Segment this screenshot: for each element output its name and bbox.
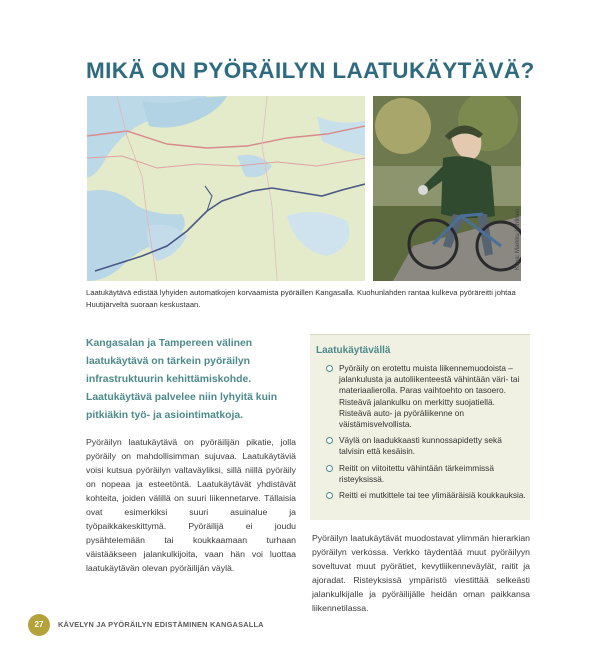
bullet-icon — [326, 365, 333, 372]
body-text-right: Pyöräilyn laatukäytävät muodostavat ylimmän hierarkian pyöräilyn verkossa. Verkko täydentää muut pyöräilyyn soveltuvat muut pyörätiet, kevytliikenneväylät, raitit ja ajoradat. Risteyksissä ympäristö viestittää selkeästi jalankulkijalle ja pyöräilijälle heidän oman paikkansa liikennetilassa. — [312, 533, 530, 613]
page-footer — [28, 614, 328, 636]
cyclist-graphic — [373, 96, 521, 281]
bullet-icon — [326, 437, 333, 444]
bullet-icon — [326, 465, 333, 472]
body-text-left: Pyöräilyn laatukäytävä on pyöräilijän pikatie, jolla pyöräily on mahdollisimman sujuvaa. Laatukäytäviä voisi kutsua pyöräilyn valtaväyliksi, sillä niillä pyöräily on nopeaa ja esteetöntä. Laatukäytävät yhdistävät kohteita, joiden välillä on suuri liikennetarve. Tällaisia ovat esimerkiksi suuri asuinalue ja työpaikkakeskittymä. Pyöräilijä ei joudu pysähtelemään tai koukkaamaan turhaan väistääkseen jalankulkijoita, vaan hän voi luottaa laatukäytävän olevan pyöräilijän väylä. — [86, 437, 296, 573]
photo-credit: Kuva: Markku Lehtinen — [515, 208, 521, 270]
info-box-list — [326, 363, 526, 506]
list-item: Pyöräily on erotettu muista liikennemuodoista – jalankulusta ja autoliikenteestä vähintään väri- tai materiaalierolla. Paras vaihtoehto on tasoero. Risteävä jalankulku on merkitty suojatiellä. Risteävä auto- ja pyöräliikenne on väistämisvelvollista. — [326, 363, 526, 430]
map-graphic — [87, 96, 365, 281]
list-item: Reitti ei mutkittele tai tee ylimääräisiä koukkauksia. — [326, 490, 526, 501]
bullet-icon — [326, 492, 333, 499]
list-item: Väylä on laadukkaasti kunnossapidetty sekä talvisin että kesäisin. — [326, 435, 526, 457]
image-caption: Laatukäytävä edistää lyhyiden automatkojen korvaamista pyöräillen Kangasalla. Kuohunlahden rantaa kulkeva pyöräreitti johtaa Huutijärveltä suoraan keskustaan. — [86, 288, 516, 309]
page-title: MIKÄ ON PYÖRÄILYN LAATUKÄYTÄVÄ? — [86, 58, 535, 83]
info-box — [310, 334, 530, 520]
footer-title: KÄVELYN JA PYÖRÄILYN EDISTÄMINEN KANGASALLA — [58, 620, 264, 629]
cyclist-photo — [373, 96, 521, 281]
page-number-badge: 27 — [28, 614, 50, 636]
lead-paragraph: Kangasalan ja Tampereen välinen laatukäytävä on tärkein pyöräilyn infrastruktuurin kehittämiskohde. Laatukäytävä palvelee niin lyhyitä kuin pitkiäkin työ- ja asiointimatkoja. — [86, 338, 278, 421]
info-box-heading: Laatukäytävällä — [316, 345, 391, 356]
route-map-image — [87, 96, 365, 281]
list-item: Reitit on viitoitettu vähintään tärkeimmissä risteyksissä. — [326, 463, 526, 485]
